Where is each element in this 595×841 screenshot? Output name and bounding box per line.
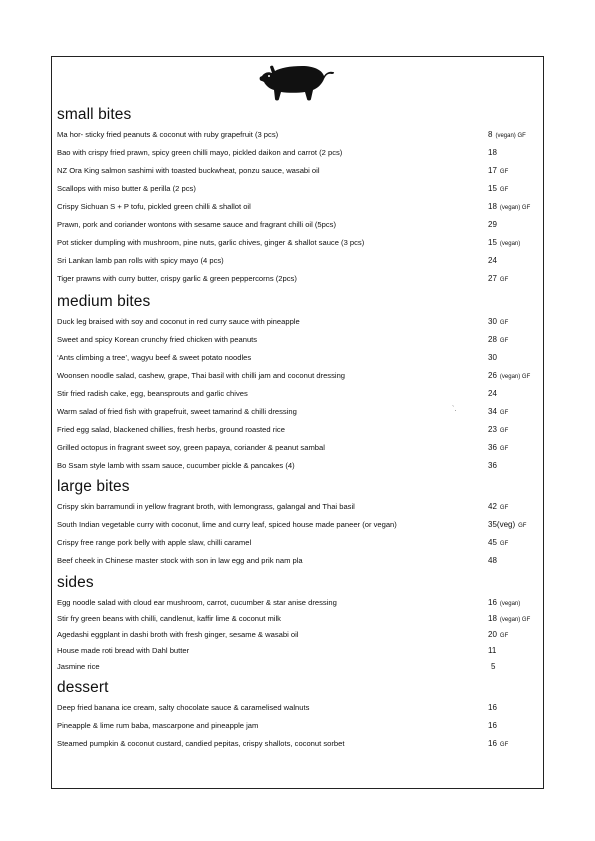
- dietary-tag: GF: [499, 742, 509, 748]
- menu-item: [57, 500, 537, 514]
- item-name: Jasmine rice: [57, 662, 100, 671]
- price-value: 26: [488, 371, 497, 380]
- item-name: Duck leg braised with soy and coconut in red curry sauce with pineapple: [57, 317, 300, 326]
- menu-item: [57, 351, 537, 365]
- dietary-tag: (vegan): [499, 241, 521, 247]
- item-price: [488, 254, 500, 269]
- menu-item: [57, 315, 537, 329]
- item-price: [488, 518, 526, 533]
- price-value: 11: [488, 646, 497, 655]
- item-price: [488, 423, 508, 438]
- item-price: [488, 500, 508, 515]
- menu-item: [57, 254, 537, 268]
- item-name: Crispy Sichuan S + P tofu, pickled green chilli & shallot oil: [57, 202, 251, 211]
- menu-item: [57, 423, 537, 437]
- dietary-tag: GF: [518, 523, 527, 529]
- menu-item: [57, 369, 537, 383]
- item-price: [488, 164, 508, 179]
- menu-item: [57, 128, 537, 142]
- dietary-tag: (vegan) GF: [499, 205, 531, 211]
- item-name: House made roti bread with Dahl butter: [57, 646, 190, 655]
- item-price: [488, 200, 530, 215]
- price-value: 45: [488, 538, 497, 547]
- item-name: Scallops with miso butter & perilla (2 pcs): [57, 184, 196, 193]
- dietary-tag: GF: [499, 446, 509, 452]
- menu-item: [57, 596, 537, 610]
- price-value: 35(veg): [488, 520, 516, 529]
- section-title-dessert: dessert: [57, 679, 109, 696]
- item-name: Ma hor- sticky fried peanuts & coconut with ruby grapefruit (3 pcs): [57, 130, 279, 139]
- item-name: Prawn, pork and coriander wontons with sesame sauce and fragrant chilli oil (5pcs): [57, 220, 336, 229]
- item-name: NZ Ora King salmon sashimi with toasted buckwheat, ponzu sauce, wasabi oil: [57, 166, 320, 175]
- menu-item: [57, 612, 537, 626]
- price-value: 27: [488, 274, 497, 283]
- price-value: 18: [488, 614, 497, 623]
- item-price: [488, 369, 530, 384]
- menu-item: [57, 164, 537, 178]
- price-value: 8: [488, 130, 493, 139]
- menu-item: [57, 644, 537, 658]
- item-name: Grilled octopus in fragrant sweet soy, green papaya, coriander & peanut sambal: [57, 443, 325, 452]
- item-price: [488, 719, 500, 734]
- menu-item: [57, 536, 537, 550]
- price-value: 18: [488, 148, 497, 157]
- item-name: Egg noodle salad with cloud ear mushroom, carrot, cucumber & star anise dressing: [57, 598, 337, 607]
- menu-item: [57, 405, 537, 419]
- section-title-sides: sides: [57, 574, 94, 591]
- price-value: 15: [488, 238, 497, 247]
- section-title-medium-bites: medium bites: [57, 293, 151, 310]
- price-value: 5: [491, 662, 496, 671]
- menu-item: [57, 737, 537, 751]
- item-name: Fried egg salad, blackened chillies, fresh herbs, ground roasted rice: [57, 425, 285, 434]
- item-name: Stir fried radish cake, egg, beansprouts and garlic chives: [57, 389, 248, 398]
- price-value: 16: [488, 703, 497, 712]
- item-price: [488, 628, 508, 643]
- menu-item: [57, 554, 537, 568]
- dietary-tag: GF: [499, 169, 509, 175]
- item-price: [488, 405, 508, 420]
- item-name: Woonsen noodle salad, cashew, grape, Thai basil with chilli jam and coconut dressing: [57, 371, 346, 380]
- item-price: [488, 333, 508, 348]
- dietary-tag: (vegan) GF: [499, 617, 531, 623]
- item-price: [488, 536, 508, 551]
- price-value: 30: [488, 317, 497, 326]
- price-value: 36: [488, 461, 497, 470]
- item-name: Pot sticker dumpling with mushroom, pine nuts, garlic chives, ginger & shallot sauce (3 pcs): [57, 238, 365, 247]
- menu-item: [57, 182, 537, 196]
- item-name: Bao with crispy fried prawn, spicy green chilli mayo, pickled daikon and carrot (2 pcs): [57, 148, 343, 157]
- item-name: ‘Ants climbing a tree’, wagyu beef & sweet potato noodles: [57, 353, 252, 362]
- dietary-tag: GF: [499, 338, 509, 344]
- dietary-tag: GF: [499, 187, 509, 193]
- price-value: 48: [488, 556, 497, 565]
- dietary-tag: GF: [499, 428, 509, 434]
- menu-item: [57, 660, 537, 674]
- menu-item: [57, 272, 537, 286]
- price-value: 23: [488, 425, 497, 434]
- dietary-tag: GF: [499, 410, 509, 416]
- price-value: 28: [488, 335, 497, 344]
- menu-item: [57, 236, 537, 250]
- item-name: Bo Ssam style lamb with ssam sauce, cucumber pickle & pancakes (4): [57, 461, 295, 470]
- dietary-tag: (vegan): [499, 601, 521, 607]
- menu-item: [57, 719, 537, 733]
- item-price: [488, 128, 526, 143]
- dietary-tag: (vegan) GF: [499, 374, 531, 380]
- menu-item: [57, 218, 537, 232]
- section-title-small-bites: small bites: [57, 106, 132, 123]
- price-value: 16: [488, 598, 497, 607]
- item-price: [488, 644, 499, 659]
- item-price: [488, 441, 508, 456]
- item-price: [488, 459, 500, 474]
- section-title-large-bites: large bites: [57, 478, 130, 495]
- pig-icon: [258, 61, 338, 105]
- item-price: [488, 315, 508, 330]
- price-value: 36: [488, 443, 497, 452]
- menu-item: [57, 518, 537, 532]
- item-price: [491, 660, 498, 675]
- price-value: 30: [488, 353, 497, 362]
- item-name: Crispy skin barramundi in yellow fragrant broth, with lemongrass, galangal and Thai basil: [57, 502, 355, 511]
- menu-item: [57, 146, 537, 160]
- dietary-tag: GF: [499, 633, 509, 639]
- item-price: [488, 387, 500, 402]
- dietary-tag: (vegan) GF: [495, 133, 526, 139]
- item-name: Sri Lankan lamb pan rolls with spicy mayo (4 pcs): [57, 256, 224, 265]
- item-price: [488, 612, 530, 627]
- menu-item: [57, 333, 537, 347]
- price-value: 15: [488, 184, 497, 193]
- menu-item: [57, 200, 537, 214]
- item-price: [488, 554, 500, 569]
- price-value: 24: [488, 389, 497, 398]
- item-name: Agedashi eggplant in dashi broth with fresh ginger, sesame & wasabi oil: [57, 630, 299, 639]
- price-value: 20: [488, 630, 497, 639]
- item-price: [488, 351, 500, 366]
- item-name: Beef cheek in Chinese master stock with son in law egg and prik nam pla: [57, 556, 303, 565]
- menu-item: [57, 628, 537, 642]
- item-price: [488, 701, 500, 716]
- price-value: 29: [488, 220, 497, 229]
- item-name: Sweet and spicy Korean crunchy fried chicken with peanuts: [57, 335, 258, 344]
- menu-item: [57, 701, 537, 715]
- item-price: [488, 182, 508, 197]
- item-name: Crispy free range pork belly with apple slaw, chilli caramel: [57, 538, 252, 547]
- price-value: 18: [488, 202, 497, 211]
- menu-item: [57, 441, 537, 455]
- price-value: 34: [488, 407, 497, 416]
- item-price: [488, 272, 508, 287]
- price-value: 42: [488, 502, 497, 511]
- price-value: 16: [488, 721, 497, 730]
- price-value: 17: [488, 166, 497, 175]
- item-name: Stir fry green beans with chilli, candlenut, kaffir lime & coconut milk: [57, 614, 281, 623]
- item-price: [488, 737, 508, 752]
- dietary-tag: GF: [499, 541, 509, 547]
- stray-mark: `.: [452, 406, 457, 413]
- price-value: 24: [488, 256, 497, 265]
- item-name: Steamed pumpkin & coconut custard, candied pepitas, crispy shallots, coconut sorbet: [57, 739, 345, 748]
- dietary-tag: GF: [499, 277, 509, 283]
- dietary-tag: GF: [499, 320, 509, 326]
- dietary-tag: GF: [499, 505, 509, 511]
- item-price: [488, 236, 520, 251]
- menu-item: [57, 459, 537, 473]
- item-name: Tiger prawns with curry butter, crispy garlic & green peppercorns (2pcs): [57, 274, 297, 283]
- menu-item: [57, 387, 537, 401]
- item-name: Pineapple & lime rum baba, mascarpone and pineapple jam: [57, 721, 259, 730]
- item-name: Warm salad of fried fish with grapefruit, sweet tamarind & chilli dressing: [57, 407, 297, 416]
- item-price: [488, 146, 500, 161]
- item-name: South Indian vegetable curry with coconut, lime and curry leaf, spiced house made paneer (or vegan): [57, 520, 397, 529]
- price-value: 16: [488, 739, 497, 748]
- item-name: Deep fried banana ice cream, salty chocolate sauce & caramelised walnuts: [57, 703, 310, 712]
- item-price: [488, 218, 500, 233]
- item-price: [488, 596, 520, 611]
